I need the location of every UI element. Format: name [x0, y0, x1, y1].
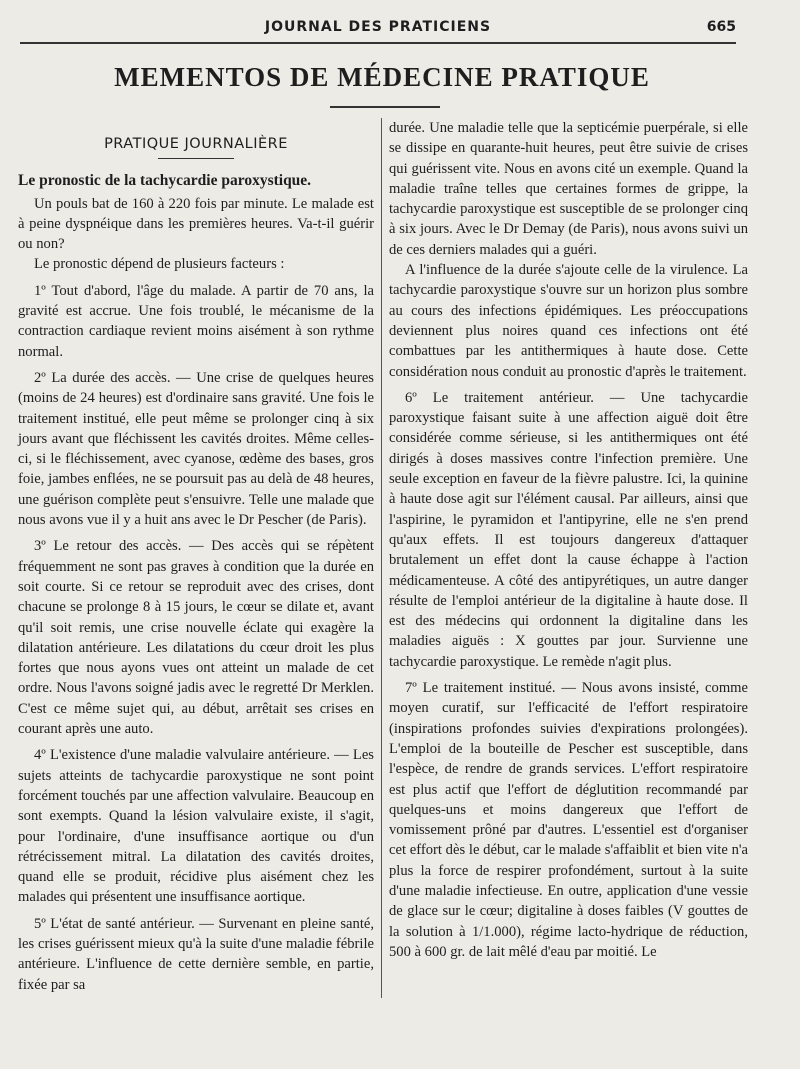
- paragraph: A l'influence de la durée s'ajoute celle de la virulence. La tachycardie paroxystique s'ouvre sur un horizon plus sombre au cours des infections épidémiques. Les préoccupations deviennent plus noires quand ces infections ont été combattues par les antithermiques à haute dose. Cette considération nous conduit au pronostic d'après le traitement.: [389, 262, 748, 380]
- section-title: MEMENTOS DE MÉDECINE PRATIQUE: [114, 62, 650, 92]
- paragraph: Un pouls bat de 160 à 220 fois par minute. Le malade est à peine dyspnéique dans les premières heures. Va-t-il guérir ou non?: [18, 195, 374, 253]
- paragraph: 7º Le traitement institué. — Nous avons insisté, comme moyen curatif, sur l'efficacité de l'effort respiratoire (inspirations profondes suivies d'expirations prolongées). L'emploi de la bouteille de Pescher est susceptible, dans l'espèce, de rendre de grands services. L'effort respiratoire est plus actif que l'effort de déglutition recommandé par quelques-uns et moins dangereux que l'effort de vomissement prôné par d'autres. L'essentiel est d'organiser cet effort dès le début, car le malade s'affaiblit et bien vite n'a plus la force de respirer profondément, surtout à la suite d'une maladie infectieuse. En outre, application d'une vessie de glace sur le cœur; digitaline à doses faibles (V gouttes de la solution à 1/1.000), régime lacto-hydrique de réduction, 500 à 600 gr. de lait mêlé d'eau par moitié. Le: [389, 680, 748, 960]
- title-rule: [330, 106, 440, 108]
- page-header: [20, 14, 736, 44]
- right-column: [389, 118, 748, 962]
- running-title: JOURNAL DES PRATICIENS: [264, 19, 492, 35]
- article-title: Le pronostic de la tachycardie paroxystique.: [18, 172, 312, 190]
- paragraph: 5º L'état de santé antérieur. — Survenant en pleine santé, les crises guérissent mieux qu'à la suite d'une maladie fébrile antérieure. L'influence de cette dernière semble, en partie, fixée par sa: [18, 915, 374, 993]
- paragraph: 2º La durée des accès. — Une crise de quelques heures (moins de 24 heures) est d'ordinaire sans gravité. Une fois le traitement institué, elle peut même se prolonger cinq à six jours avant que fléchissent les cavités droites. Même celles-ci, si le fléchissement, avec cyanose, œdème des bases, gros foie, jambes enflées, ne se poursuit pas au delà de 48 heures, une guérison complète peut s'ensuivre. Telle une malade que nous avons vue il y a huit ans avec le Dr Pescher (de Paris).: [18, 369, 374, 529]
- paragraph: Le pronostic dépend de plusieurs facteurs :: [34, 256, 285, 273]
- paragraph: 6º Le traitement antérieur. — Une tachycardie paroxystique faisant suite à une affection aiguë doit être considérée comme sérieuse, si les antithermiques ont été dirigés à doses massives contre l'infection première. Une seule exception en faveur de la fièvre palustre. Ici, la quinine à haute dose agit sur l'élément causal. Par ailleurs, ainsi que l'aspirine, le pyramidon et l'antipyrine, elle ne s'en prend qu'aux effets. Il est toujours dangereux d'attaquer brutalement un effet dont la cause échappe à l'action médicamenteuse. A côté des antipyrétiques, un autre danger résulte de l'emploi antérieur de la digitaline à haute dose. Il est des médecins qui ordonnent la digitaline dans les maladies aiguës : X gouttes par jour. Survienne une tachycardie paroxystique. Le remède n'agit plus.: [389, 389, 748, 670]
- rubric-rule: [158, 158, 234, 159]
- paragraph: 4º L'existence d'une maladie valvulaire antérieure. — Les sujets atteints de tachycardie paroxystique ne sont point forcément touchés par une affection valvulaire. Beaucoup en sont exempts. Quand la lésion valvulaire existe, il s'agit, pour l'ordinaire, d'une insuffisance aortique ou d'un rétrécissement mitral. La dilatation des cavités droites, quand elle se produit, récidive plus aisément chez les malades qui présentent une insuffisance aortique.: [18, 747, 374, 906]
- paragraph: durée. Une maladie telle que la septicémie puerpérale, si elle se dissipe en quarante-huit heures, peut être suivie de crises qui guérissent vite. Nous en avons cité un exemple. Quand la maladie traîne telles que certaines formes de grippe, la tachycardie paroxystique est susceptible de se prolonger cinq à six jours. Avec le Dr Demay (de Paris), nous avons suivi un de ces derniers malades qui a guéri.: [389, 120, 748, 258]
- paragraph: 1º Tout d'abord, l'âge du malade. A partir de 70 ans, la gravité est accrue. Une fois troublé, le mécanisme de la contraction cardiaque revient moins aisément à son rythme normal.: [18, 282, 374, 360]
- rubric-heading: PRATIQUE JOURNALIÈRE: [104, 136, 288, 152]
- paragraph: 3º Le retour des accès. — Des accès qui se répètent fréquemment ne sont pas graves à condition que la durée en soit courte. Si ce retour se reproduit avec des crises, dont chacune se prolonge 8 à 15 jours, le cœur se dilate et, avant qu'il soit remis, une crise nouvelle éclate qui exagère la dilatation antérieure. Les dilatations du cœur droit les plus fortes que nous ayons vues ont atteint un malade de cet ordre. Nous l'avons soigné jadis avec le regretté Dr Merklen. C'est ce même sujet qui, au début, arrêtait ses crises en courant après une auto.: [18, 538, 374, 738]
- left-column: [18, 118, 374, 995]
- column-divider: [381, 118, 382, 998]
- page-number: 665: [706, 19, 736, 35]
